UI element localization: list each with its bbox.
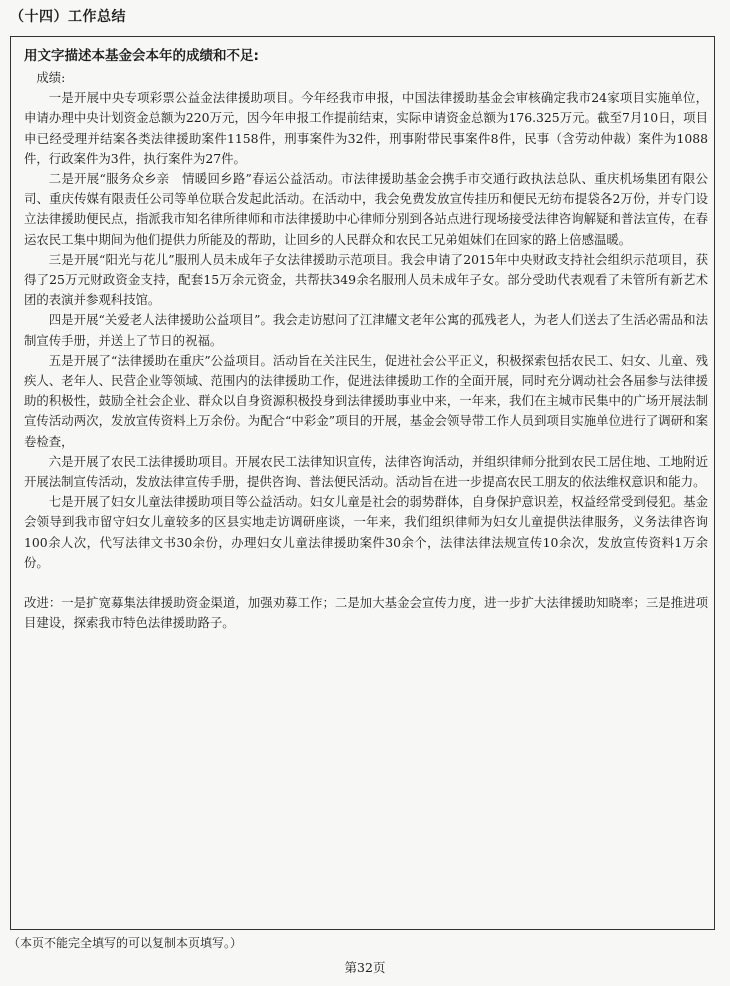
footnote: （本页不能完全填写的可以复制本页填写。） bbox=[8, 936, 243, 950]
improvements-paragraph: 改进：一是扩宽募集法律援助资金渠道，加强劝募工作；二是加大基金会宣传力度，进一步扩大法律援助知晓率；三是推进项目建设，探索我市特色法律援助路子。 bbox=[24, 595, 708, 631]
paragraph-6: 六是开展了农民工法律援助项目。开展农民工法律知识宣传，法律咨询活动，并组织律师分批到农民工居住地、工地附近开展法制宣传活动，发放法律宣传手册，提供咨询、普法便民活动。活动旨在进一步提高农民工朋友的依法维权意识和能力。 bbox=[24, 453, 708, 490]
achievements-label: 成绩: bbox=[36, 70, 66, 85]
question-heading: 用文字描述本基金会本年的成绩和不足: bbox=[24, 48, 259, 64]
paragraph-5: 五是开展了“法律援助在重庆”公益项目。活动旨在关注民生，促进社会公平正义，积极探索包括农民工、妇女、儿童、残疾人、老年人、民营企业等领域、范围内的法律援助工作，促进法律援助工作的全面开展，同时充分调动社会各届参与法律援助的积极性，鼓励全社会企业、群众以自身资源积极投身到法律援助事业中来，一年来，我们在主城市民集中的广场开展法制宣传活动两次，发放宣传资料上万余份。为配合“中彩金”项目的开展，基金会领导带工作人员到项目实施单位进行了调研和案卷检查， bbox=[24, 352, 708, 449]
paragraph-2: 二是开展“服务众乡亲 情暖回乡路”春运公益活动。市法律援助基金会携手市交通行政执法总队、重庆机场集团有限公司、重庆传媒有限责任公司等单位联合发起此活动。在活动中，我会免费发放宣传挂历和便民无纺布提袋各2万份，并专门设立法律援助便民点，指派我市知名律所律师和市法律援助中心律师分别到各站点进行现场接受法律咨询解疑和普法宣传，在春运农民工集中期间为他们提供力所能及的帮助，让回乡的人民群众和农民工兄弟姐妹们在回家的路上倍感温暖。 bbox=[24, 171, 708, 247]
paragraph-3: 三是开展“阳光与花儿”服刑人员未成年子女法律援助示范项目。我会申请了2015年中央财政支持社会组织示范项目，获得了25万元财政资金支持，配套15万余元资金，共帮扶349余名服刑人员未成年子女。部分受助代表观看了未管所有新艺术团的表演并参观科技馆。 bbox=[24, 251, 708, 308]
paragraph-4: 四是开展“关爱老人法律援助公益项目”。我会走访慰问了江津耀文老年公寓的孤残老人，为老人们送去了生活必需品和法制宣传手册，并送上了节日的祝福。 bbox=[24, 312, 708, 348]
section-header: （十四）工作总结 bbox=[10, 9, 126, 25]
paragraph-7: 七是开展了妇女儿童法律援助项目等公益活动。妇女儿童是社会的弱势群体，自身保护意识差，权益经常受到侵犯。基金会领导到我市留守妇女儿童较多的区县实地走访调研座谈，一年来，我们组织律师为妇女儿童提供法律服务，义务法律咨询100余人次，代写法律文书30余份，办理妇女儿童法律援助案件30余个，法律法律法规宣传10余次，发放宣传资料1万余份。 bbox=[24, 494, 708, 570]
summary-body bbox=[24, 68, 708, 633]
page-number: 第32页 bbox=[344, 960, 386, 975]
paragraph-1: 一是开展中央专项彩票公益金法律援助项目。今年经我市申报，中国法律援助基金会审核确定我市24家项目实施单位，申请办理中央计划资金总额为220万元，因今年申报工作提前结束，实际申请资金总额为176.325万元。截至7月10日，项目申已经受理并结案各类法律援助案件1158件，刑事案件为32件，刑事附带民事案件8件，民事（含劳动仲裁）案件为1088件，行政案件为3件，执行案件为27件。 bbox=[24, 90, 708, 166]
